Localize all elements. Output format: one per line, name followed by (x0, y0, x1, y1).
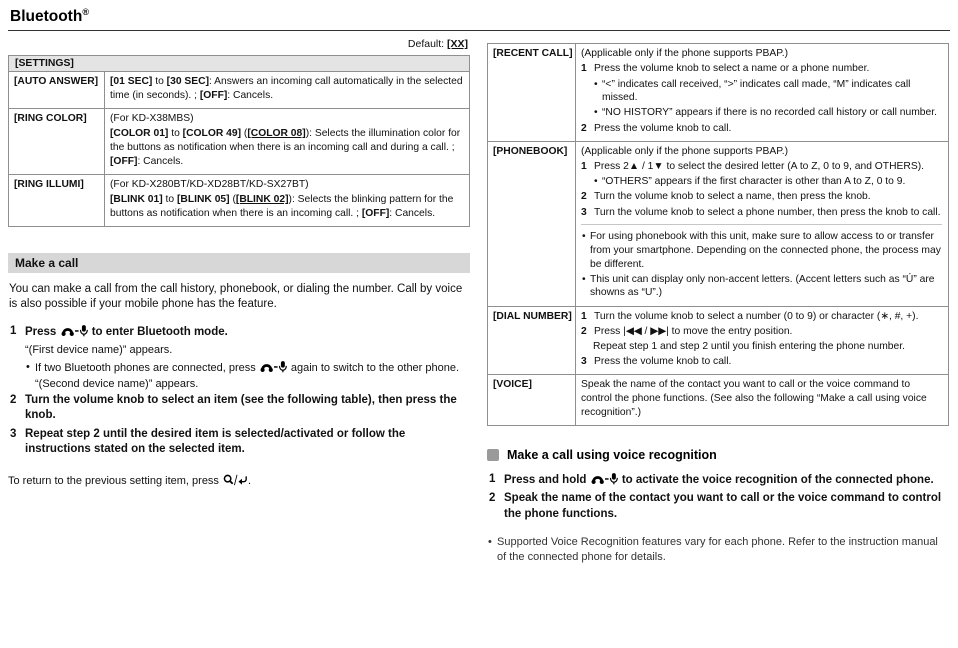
table-row-dial-number (488, 306, 949, 375)
settings-table (8, 55, 470, 227)
bullet-icon: • (594, 107, 598, 119)
option-description (576, 44, 949, 142)
text-run: Repeat step 2 until the desired item is selected/activated or follow the instructions stated on the selected item. (25, 427, 406, 456)
step-line (487, 472, 949, 488)
table-row-ring-illumi (9, 174, 470, 226)
step-line (581, 190, 942, 204)
step-line (581, 62, 942, 76)
settings-table-header-row (9, 56, 470, 72)
section-marker-icon (487, 449, 499, 461)
option-key: [VOICE] (488, 375, 576, 426)
step-number: 3 (581, 356, 587, 368)
option-key: [DIAL NUMBER] (488, 306, 576, 375)
step-line (581, 355, 942, 369)
step-number: 3 (10, 427, 17, 440)
step-line (581, 160, 942, 174)
step-line (8, 427, 470, 458)
text-run: [BLINK 01] (110, 193, 163, 205)
phone-mic-icon (60, 324, 89, 337)
text-run: [01 SEC] (110, 76, 153, 88)
text-run: ): Selects the blinking pattern for the buttons as notification when there is an incoming call. ; (110, 193, 454, 219)
step-number: 1 (581, 310, 587, 322)
setting-key: [AUTO ANSWER] (9, 72, 105, 109)
text-run: Turn the volume knob to select an item (see the following table), then press the knob. (25, 393, 457, 422)
bullet-item (593, 78, 942, 105)
text-run: Press (25, 325, 60, 338)
text-run: Press and hold (504, 473, 590, 486)
text-run: Press the volume knob to call. (594, 356, 732, 368)
text-run: to (162, 193, 177, 205)
bullet-icon: • (26, 360, 30, 373)
text-run: : Cancels. (137, 155, 184, 167)
text-run: [BLINK 02] (235, 193, 289, 205)
phone-mic-icon (590, 472, 619, 485)
text-run: [COLOR 49] (182, 128, 242, 140)
text-run: [OFF] (110, 155, 138, 167)
step-number: 1 (581, 63, 587, 75)
bullet-item (581, 273, 942, 300)
text-line (110, 193, 463, 220)
text-run: “(Second device name)” appears. (35, 377, 199, 390)
text-run: “<” indicates call received, “>” indicates call made, “M” indicates call missed. (602, 78, 911, 104)
bullet-item (25, 360, 470, 376)
setting-description (105, 72, 470, 109)
text-run: “NO HISTORY” appears if there is no recorded call history or call number. (602, 107, 937, 119)
text-run: To return to the previous setting item, press (8, 474, 222, 487)
text-line (35, 377, 470, 392)
text-run: ( (229, 193, 236, 205)
step-line (581, 325, 942, 339)
text-run: (For KD-X38MBS) (110, 113, 194, 125)
step-line (8, 324, 470, 340)
text-run: If two Bluetooth phones are connected, press (35, 361, 259, 374)
text-run: Supported Voice Recognition features vary for each phone. Refer to the instruction manual of the connected phone for details. (497, 536, 938, 564)
default-note (8, 38, 468, 50)
text-run: Speak the name of the contact you want to call or the voice command to control the phone functions. (See also the following “Make a call using voice recognition”.) (581, 379, 927, 418)
step-line (487, 491, 949, 522)
option-description (576, 306, 949, 375)
page-title (0, 0, 958, 30)
step-number: 1 (581, 160, 587, 172)
text-run: [COLOR 01] (110, 128, 169, 140)
voice-recognition-heading (487, 448, 949, 462)
step-number: 2 (581, 122, 587, 134)
bullet-item (593, 106, 942, 120)
setting-key: [RING ILLUMI] (9, 174, 105, 226)
text-run: This unit can display only non-accent letters. (Accent letters such as “Ú” are showns as “U”.) (590, 273, 935, 299)
text-run: again to switch to the other phone. (287, 361, 460, 374)
setting-description (105, 109, 470, 175)
text-run: to activate the voice recognition of the connected phone. (618, 473, 934, 486)
text-run: : Cancels. (389, 207, 436, 219)
text-run: Turn the volume knob to select a number (0 to 9) or character (∗, #, +). (594, 310, 919, 322)
default-value: [XX] (447, 38, 468, 51)
default-label: Default: (407, 38, 447, 51)
step-line (581, 206, 942, 220)
search-back-icon (222, 474, 248, 486)
table-row-voice (488, 375, 949, 426)
text-run: to (152, 76, 167, 88)
option-description (576, 375, 949, 426)
step-number: 2 (489, 492, 496, 505)
text-line (110, 127, 463, 168)
table-row-ring-color (9, 109, 470, 175)
bullet-item (581, 230, 942, 271)
setting-key: [RING COLOR] (9, 109, 105, 175)
make-call-intro: You can make a call from the call history, phonebook, or dialing the number. Call by voice is also possible if your mobile phone has the feature. (9, 282, 463, 311)
text-run: Speak the name of the contact you want to call or the voice command to control the phone functions. (504, 492, 942, 520)
step-line (8, 393, 470, 424)
option-description (576, 141, 949, 306)
text-run: Press the volume knob to call. (594, 122, 732, 134)
text-run: : Cancels. (227, 89, 274, 101)
text-run: [30 SEC] (166, 76, 210, 88)
text-line (25, 343, 470, 358)
text-run: (Applicable only if the phone supports PBAP.) (581, 145, 789, 157)
step-number: 1 (10, 324, 17, 337)
text-run: [OFF] (199, 89, 228, 101)
option-key: [PHONEBOOK] (488, 141, 576, 306)
make-call-steps (8, 324, 470, 458)
bullet-icon: • (488, 536, 492, 549)
text-run: to enter Bluetooth mode. (88, 325, 228, 338)
phone-mic-icon (259, 360, 288, 373)
text-run: ): Selects the illumination color for the buttons as notification when there is an incoming call and during a call. ; (110, 128, 461, 153)
inline-divider (581, 224, 942, 225)
text-line (581, 47, 942, 61)
setting-description (105, 174, 470, 226)
text-line (593, 340, 942, 354)
step-number: 2 (10, 393, 17, 406)
step-number: 3 (581, 206, 587, 218)
text-run: to (168, 128, 183, 140)
table-row-recent-call (488, 44, 949, 142)
step-number: 1 (489, 472, 496, 485)
text-run: (For KD-X280BT/KD-XD28BT/KD-SX27BT) (110, 178, 309, 190)
text-run: Turn the volume knob to select a phone number, then press the knob to call. (594, 206, 941, 218)
option-key: [RECENT CALL] (488, 44, 576, 142)
text-run: Press 2▲ / 1▼ to select the desired letter (A to Z, 0 to 9, and OTHERS). (594, 160, 924, 172)
text-run: . (248, 474, 252, 487)
bullet-icon: • (582, 273, 586, 285)
bullet-item (593, 175, 942, 189)
title-text: Bluetooth (10, 8, 83, 26)
bullet-item (487, 535, 949, 565)
text-run: [COLOR 08] (247, 128, 306, 140)
text-run: For using phonebook with this unit, make sure to allow access to or transfer from your smartphone. Depending on the connected phone, the process may be different. (590, 231, 941, 270)
step-line (581, 122, 942, 136)
return-note (8, 474, 470, 487)
bullet-icon: • (594, 176, 598, 188)
text-run: ( (241, 128, 248, 140)
text-run: Repeat step 1 and step 2 until you finish entering the phone number. (593, 341, 905, 353)
call-options-table (487, 43, 949, 426)
make-a-call-heading: Make a call (8, 253, 470, 273)
text-run: Press the volume knob to select a name or a phone number. (594, 63, 870, 75)
voice-recognition-steps (487, 472, 949, 522)
right-column (487, 31, 949, 566)
text-run: (Applicable only if the phone supports PBAP.) (581, 48, 789, 60)
table-row-phonebook (488, 141, 949, 306)
registered-mark: ® (82, 7, 89, 17)
text-run: Press |◀◀ / ▶▶| to move the entry position. (594, 325, 793, 337)
bullet-icon: • (582, 231, 586, 243)
left-column (8, 31, 470, 486)
step-number: 2 (581, 191, 587, 203)
text-run: [BLINK 05] (176, 193, 230, 205)
step-line (581, 310, 942, 324)
content-columns (0, 31, 958, 566)
voice-recognition-note (487, 535, 949, 565)
text-line (110, 75, 463, 102)
text-run: “OTHERS” appears if the first character is other than A to Z, 0 to 9. (602, 176, 906, 188)
text-run: : Answers an incoming call automatically in the selected time (in seconds). ; (110, 76, 463, 101)
text-run: “(First device name)” appears. (25, 344, 173, 357)
text-line (581, 378, 942, 419)
settings-table-header: [SETTINGS] (9, 56, 470, 72)
bullet-icon: • (594, 78, 598, 90)
step-number: 2 (581, 325, 587, 337)
text-line (110, 178, 463, 192)
text-line (581, 145, 942, 159)
text-run: Turn the volume knob to select a name, then press the knob. (594, 191, 871, 203)
text-run: [OFF] (361, 207, 390, 219)
text-line (110, 112, 463, 126)
table-row-auto-answer (9, 72, 470, 109)
voice-heading-text: Make a call using voice recognition (507, 447, 717, 462)
